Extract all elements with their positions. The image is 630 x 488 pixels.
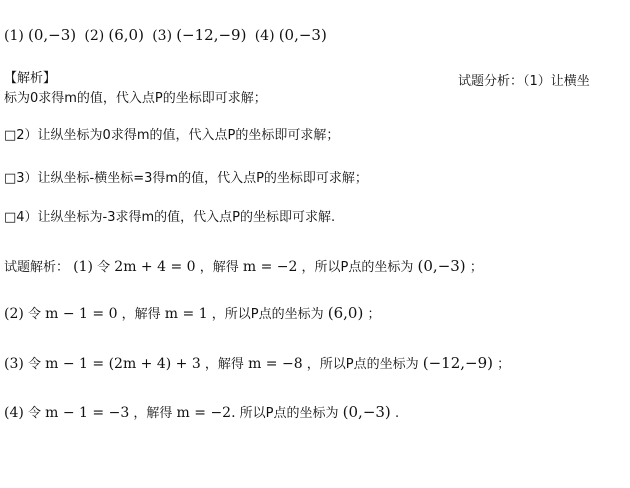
step-2-mid: ，解得 bbox=[121, 307, 161, 322]
step-1-equation: 2m + 4 = 0 bbox=[114, 259, 196, 275]
step-4-ling: 令 bbox=[27, 406, 41, 421]
step-2-end: ； bbox=[367, 307, 381, 322]
step-1-tail: ，所以P点的坐标为 bbox=[301, 260, 414, 275]
analysis-step-3: □3）让纵坐标-横坐标=3得m的值，代入点P的坐标即可求解； bbox=[4, 171, 368, 186]
step-1-end: ； bbox=[469, 260, 483, 275]
step-4-mid: ，解得 bbox=[133, 406, 173, 421]
step-3-number: (3) bbox=[4, 356, 24, 372]
step-4-end: . bbox=[394, 406, 400, 421]
step-4-equation: m − 1 = −3 bbox=[45, 405, 130, 421]
answer-3-value: (−12,−9) bbox=[176, 26, 247, 44]
answer-1-label: (1) bbox=[4, 28, 24, 44]
step-4-tail: 所以P点的坐标为 bbox=[239, 406, 339, 421]
step-2-result: m = 1 bbox=[164, 306, 208, 322]
step-1-mid: ，解得 bbox=[199, 260, 239, 275]
solution-step-4 bbox=[4, 403, 399, 423]
step-3-ling: 令 bbox=[27, 357, 41, 372]
analysis-step-4: □4）让纵坐标为-3求得m的值，代入点P的坐标即可求解. bbox=[4, 210, 336, 225]
analysis-step-2: □2）让纵坐标为0求得m的值，代入点P的坐标即可求解； bbox=[4, 128, 340, 143]
step-4-result: m = −2. bbox=[176, 405, 236, 421]
step-3-tail: ，所以P点的坐标为 bbox=[306, 357, 419, 372]
answer-3-label: (3) bbox=[152, 28, 173, 44]
step-3-result: m = −8 bbox=[248, 356, 303, 372]
solution-step-2 bbox=[4, 304, 380, 324]
analysis-intro: 试题分析：（1）让横坐 bbox=[458, 74, 590, 89]
analysis-intro-continued: 标为0求得m的值，代入点P的坐标即可求解； bbox=[4, 91, 267, 106]
answer-2-label: (2) bbox=[84, 28, 105, 44]
answers-line bbox=[4, 26, 327, 46]
step-2-tail: ，所以P点的坐标为 bbox=[211, 307, 324, 322]
step-1-result: m = −2 bbox=[242, 259, 298, 275]
step-1-ling: 令 bbox=[97, 260, 111, 275]
solution-step-1 bbox=[4, 257, 483, 277]
answer-2-value: (6,0) bbox=[108, 26, 144, 44]
answer-4-value: (0,−3) bbox=[278, 26, 327, 44]
step-3-end: ； bbox=[497, 357, 511, 372]
answer-1-value: (0,−3) bbox=[27, 26, 77, 44]
step-3-equation: m − 1 = (2m + 4) + 3 bbox=[45, 356, 201, 372]
analysis-heading: 【解析】 bbox=[4, 71, 57, 86]
step-3-coord: (−12,−9) bbox=[422, 354, 493, 372]
solution-step-3 bbox=[4, 354, 510, 374]
step-1-coord: (0,−3) bbox=[417, 257, 466, 275]
step-2-ling: 令 bbox=[27, 307, 41, 322]
solution-prefix: 试题解析： bbox=[4, 260, 70, 275]
step-3-mid: ，解得 bbox=[204, 357, 244, 372]
step-2-number: (2) bbox=[4, 306, 24, 322]
step-2-coord: (6,0) bbox=[327, 304, 364, 322]
step-4-coord: (0,−3) bbox=[342, 403, 391, 421]
step-4-number: (4) bbox=[4, 405, 24, 421]
step-2-equation: m − 1 = 0 bbox=[45, 306, 118, 322]
answer-4-label: (4) bbox=[254, 28, 275, 44]
step-1-number: (1) bbox=[73, 259, 93, 275]
